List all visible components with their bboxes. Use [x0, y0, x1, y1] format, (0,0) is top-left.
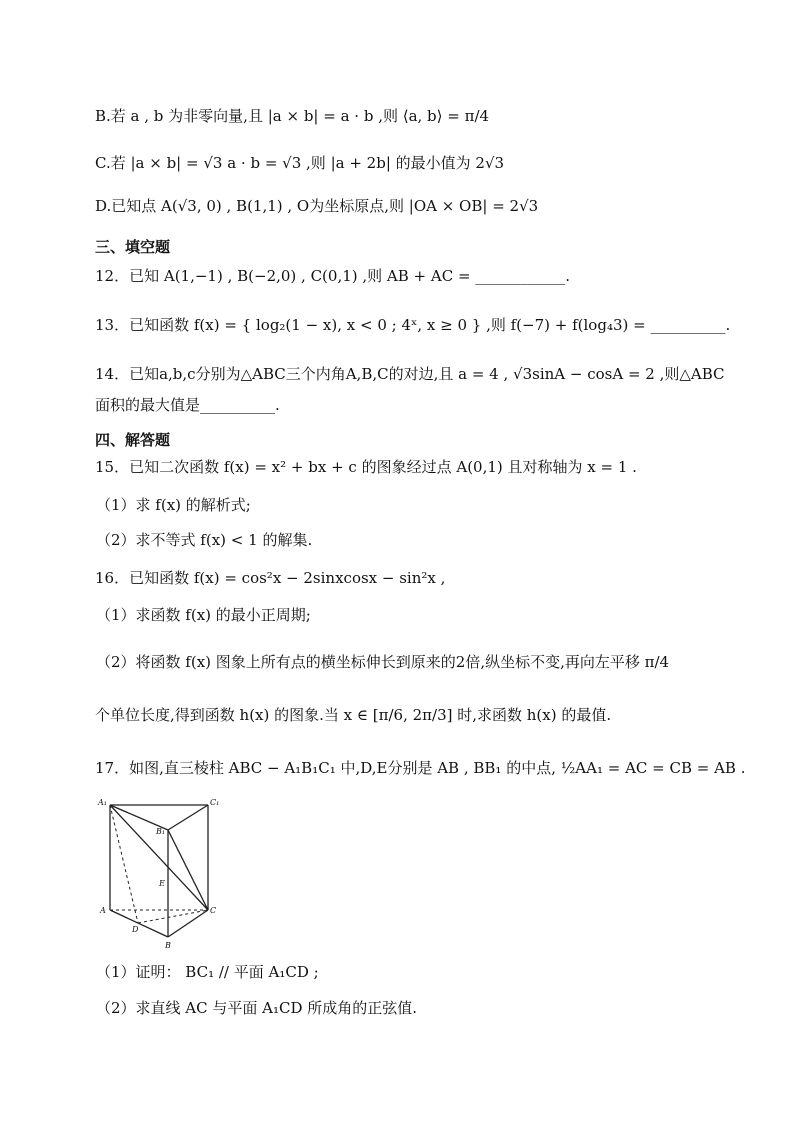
question-14-cont: 面积的最大值是__________. [95, 396, 280, 414]
question-12: 12．已知 A(1,−1) , B(−2,0) , C(0,1) ,则 AB + AC = ____________. [95, 267, 571, 285]
label-c: C [210, 906, 217, 915]
question-16-part2-cont: 个单位长度,得到函数 h(x) 的图象.当 x ∈ [π/6, 2π/3] 时,求函数 h(x) 的最值. [95, 706, 612, 724]
option-b: B.若 a , b 为非零向量,且 |a × b| = a · b ,则 ⟨a, b⟩ = π/4 [95, 107, 490, 125]
question-15-part2: （2）求不等式 f(x) < 1 的解集. [96, 531, 313, 549]
label-b1: B₁ [156, 827, 166, 836]
question-17: 17．如图,直三棱柱 ABC − A₁B₁C₁ 中,D,E分别是 AB , BB₁ 的中点, ½AA₁ = AC = CB = AB . [95, 759, 746, 777]
option-c: C.若 |a × b| = √3 a · b = √3 ,则 |a + 2b| 的最小值为 2√3 [95, 154, 505, 172]
question-17-part1: （1）证明： BC₁ // 平面 A₁CD ; [96, 963, 319, 981]
question-16-part2: （2）将函数 f(x) 图象上所有点的横坐标伸长到原来的2倍,纵坐标不变,再向左平移 π/4 [96, 653, 670, 671]
question-17-part2: （2）求直线 AC 与平面 A₁CD 所成角的正弦值. [96, 999, 418, 1017]
label-d: D [132, 925, 139, 934]
question-14: 14．已知a,b,c分别为△ABC三个内角A,B,C的对边,且 a = 4 , √3sinA − cosA = 2 ,则△ABC [95, 365, 725, 383]
option-d: D.已知点 A(√3, 0) , B(1,1) , O为坐标原点,则 |OA × OB| = 2√3 [95, 197, 539, 215]
label-b: B [165, 941, 171, 950]
label-c1: C₁ [210, 798, 220, 807]
question-15: 15．已知二次函数 f(x) = x² + bx + c 的图象经过点 A(0,1) 且对称轴为 x = 1 . [95, 458, 637, 476]
question-16-part1: （1）求函数 f(x) 的最小正周期; [96, 606, 311, 624]
prism-figure [96, 795, 226, 955]
section-fill-in: 三、填空题 [95, 238, 171, 256]
label-e: E [159, 879, 165, 888]
question-13: 13．已知函数 f(x) = { log₂(1 − x), x < 0 ; 4ˣ, x ≥ 0 } ,则 f(−7) + f(log₄3) = __________. [95, 316, 731, 334]
label-a1: A₁ [98, 798, 107, 807]
label-a: A [100, 906, 106, 915]
question-15-part1: （1）求 f(x) 的解析式; [96, 496, 251, 514]
question-16: 16．已知函数 f(x) = cos²x − 2sinxcosx − sin²x , [95, 569, 446, 587]
section-answers: 四、解答题 [95, 431, 171, 449]
